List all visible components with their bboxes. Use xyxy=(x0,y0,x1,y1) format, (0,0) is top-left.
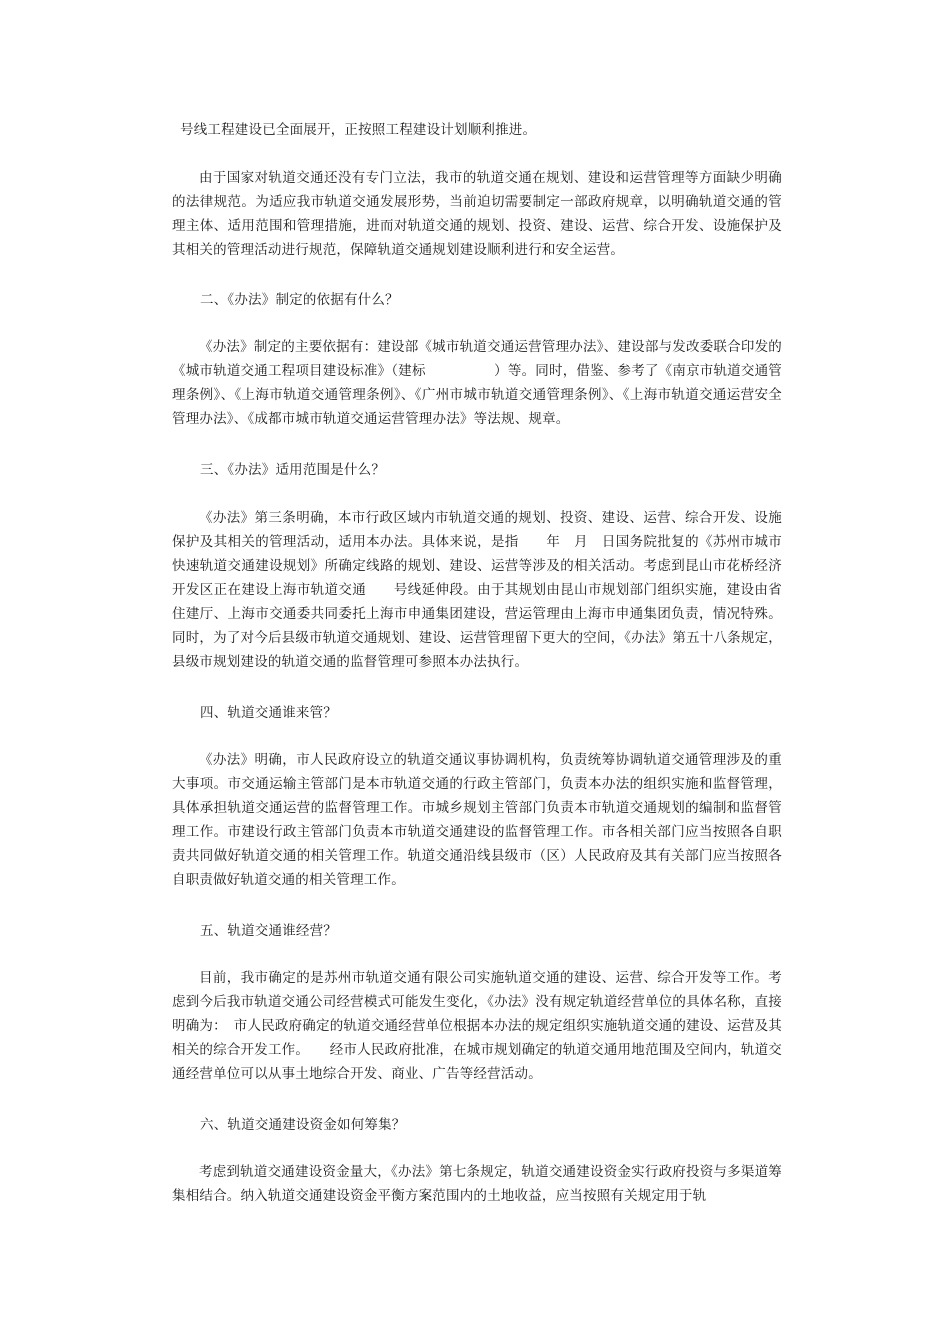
section-heading-4: 四、轨道交通谁来管？ xyxy=(200,705,337,721)
paragraph-scope: 《办法》第三条明确，本市行政区域内市轨道交通的规划、投资、建设、运营、综合开发、设施保护及其相关的管理活动，适用本办法。具体来说，是指 年 月 日国务院批复的《苏州市城市快速轨道交通建设规划》所确定线路的规划、建设、运营等涉及的相关活动。考虑到昆山市花桥经济开发区正在建设上海市轨道交通 号线延伸段。由于其规划由昆山市规划部门组织实施，建设由省住建厅、上海市交通委共同委托上海市申通集团建设，营运管理由上海市申通集团负责，情况特殊。同时，为了对今后县级市轨道交通规划、建设、运营管理留下更大的空间，《办法》第五十八条规定，县级市规划建设的轨道交通的监督管理可参照本办法执行。 xyxy=(172,510,782,670)
paragraph-basis: 《办法》制定的主要依据有：建设部《城市轨道交通运营管理办法》、建设部与发改委联合印发的《城市轨道交通工程项目建设标准》（建标 ）等。同时，借鉴、参考了《南京市轨道交通管理条例》、《上海市轨道交通管理条例》、《广州市城市轨道交通管理条例》、《上海市轨道交通运营安全管理办法》、《成都市城市轨道交通运营管理办法》等法规、规章。 xyxy=(172,339,782,427)
section-heading-6: 六、轨道交通建设资金如何筹集？ xyxy=(200,1117,406,1133)
paragraph-management: 《办法》明确，市人民政府设立的轨道交通议事协调机构，负责统筹协调轨道交通管理涉及的重大事项。市交通运输主管部门是本市轨道交通的行政主管部门，负责本办法的组织实施和监督管理，具体承担轨道交通运营的监督管理工作。市城乡规划主管部门负责本市轨道交通规划的编制和监督管理工作。市建设行政主管部门负责本市轨道交通建设的监督管理工作。市各相关部门应当按照各自职责共同做好轨道交通的相关管理工作。轨道交通沿线县级市（区）人民政府及其有关部门应当按照各自职责做好轨道交通的相关管理工作。 xyxy=(172,752,782,888)
section-heading-3: 三、《办法》适用范围是什么？ xyxy=(200,462,386,478)
paragraph-operation: 目前，我市确定的是苏州市轨道交通有限公司实施轨道交通的建设、运营、综合开发等工作。考虑到今后我市轨道交通公司经营模式可能发生变化，《办法》没有规定轨道经营单位的具体名称，直接明确为： 市人民政府确定的轨道交通经营单位根据本办法的规定组织实施轨道交通的建设、运营及其相关的综合开发工作。 经市人民政府批准，在城市规划确定的轨道交通用地范围及空间内，轨道交通经营单位可以从事土地综合开发、商业、广告等经营活动。 xyxy=(172,970,782,1082)
paragraph-continuation: 号线工程建设已全面展开，正按照工程建设计划顺利推进。 xyxy=(180,122,537,138)
paragraph-background: 由于国家对轨道交通还没有专门立法，我市的轨道交通在规划、建设和运营管理等方面缺少明确的法律规范。为适应我市轨道交通发展形势，当前迫切需要制定一部政府规章，以明确轨道交通的管理主体、适用范围和管理措施，进而对轨道交通的规划、投资、建设、运营、综合开发、设施保护及其相关的管理活动进行规范，保障轨道交通规划建设顺利进行和安全运营。 xyxy=(172,170,782,258)
section-heading-5: 五、轨道交通谁经营？ xyxy=(200,923,337,939)
section-heading-2: 二、《办法》制定的依据有什么？ xyxy=(200,292,399,308)
paragraph-funding: 考虑到轨道交通建设资金量大，《办法》第七条规定，轨道交通建设资金实行政府投资与多渠道筹集相结合。纳入轨道交通建设资金平衡方案范围内的土地收益，应当按照有关规定用于轨 xyxy=(172,1164,782,1204)
